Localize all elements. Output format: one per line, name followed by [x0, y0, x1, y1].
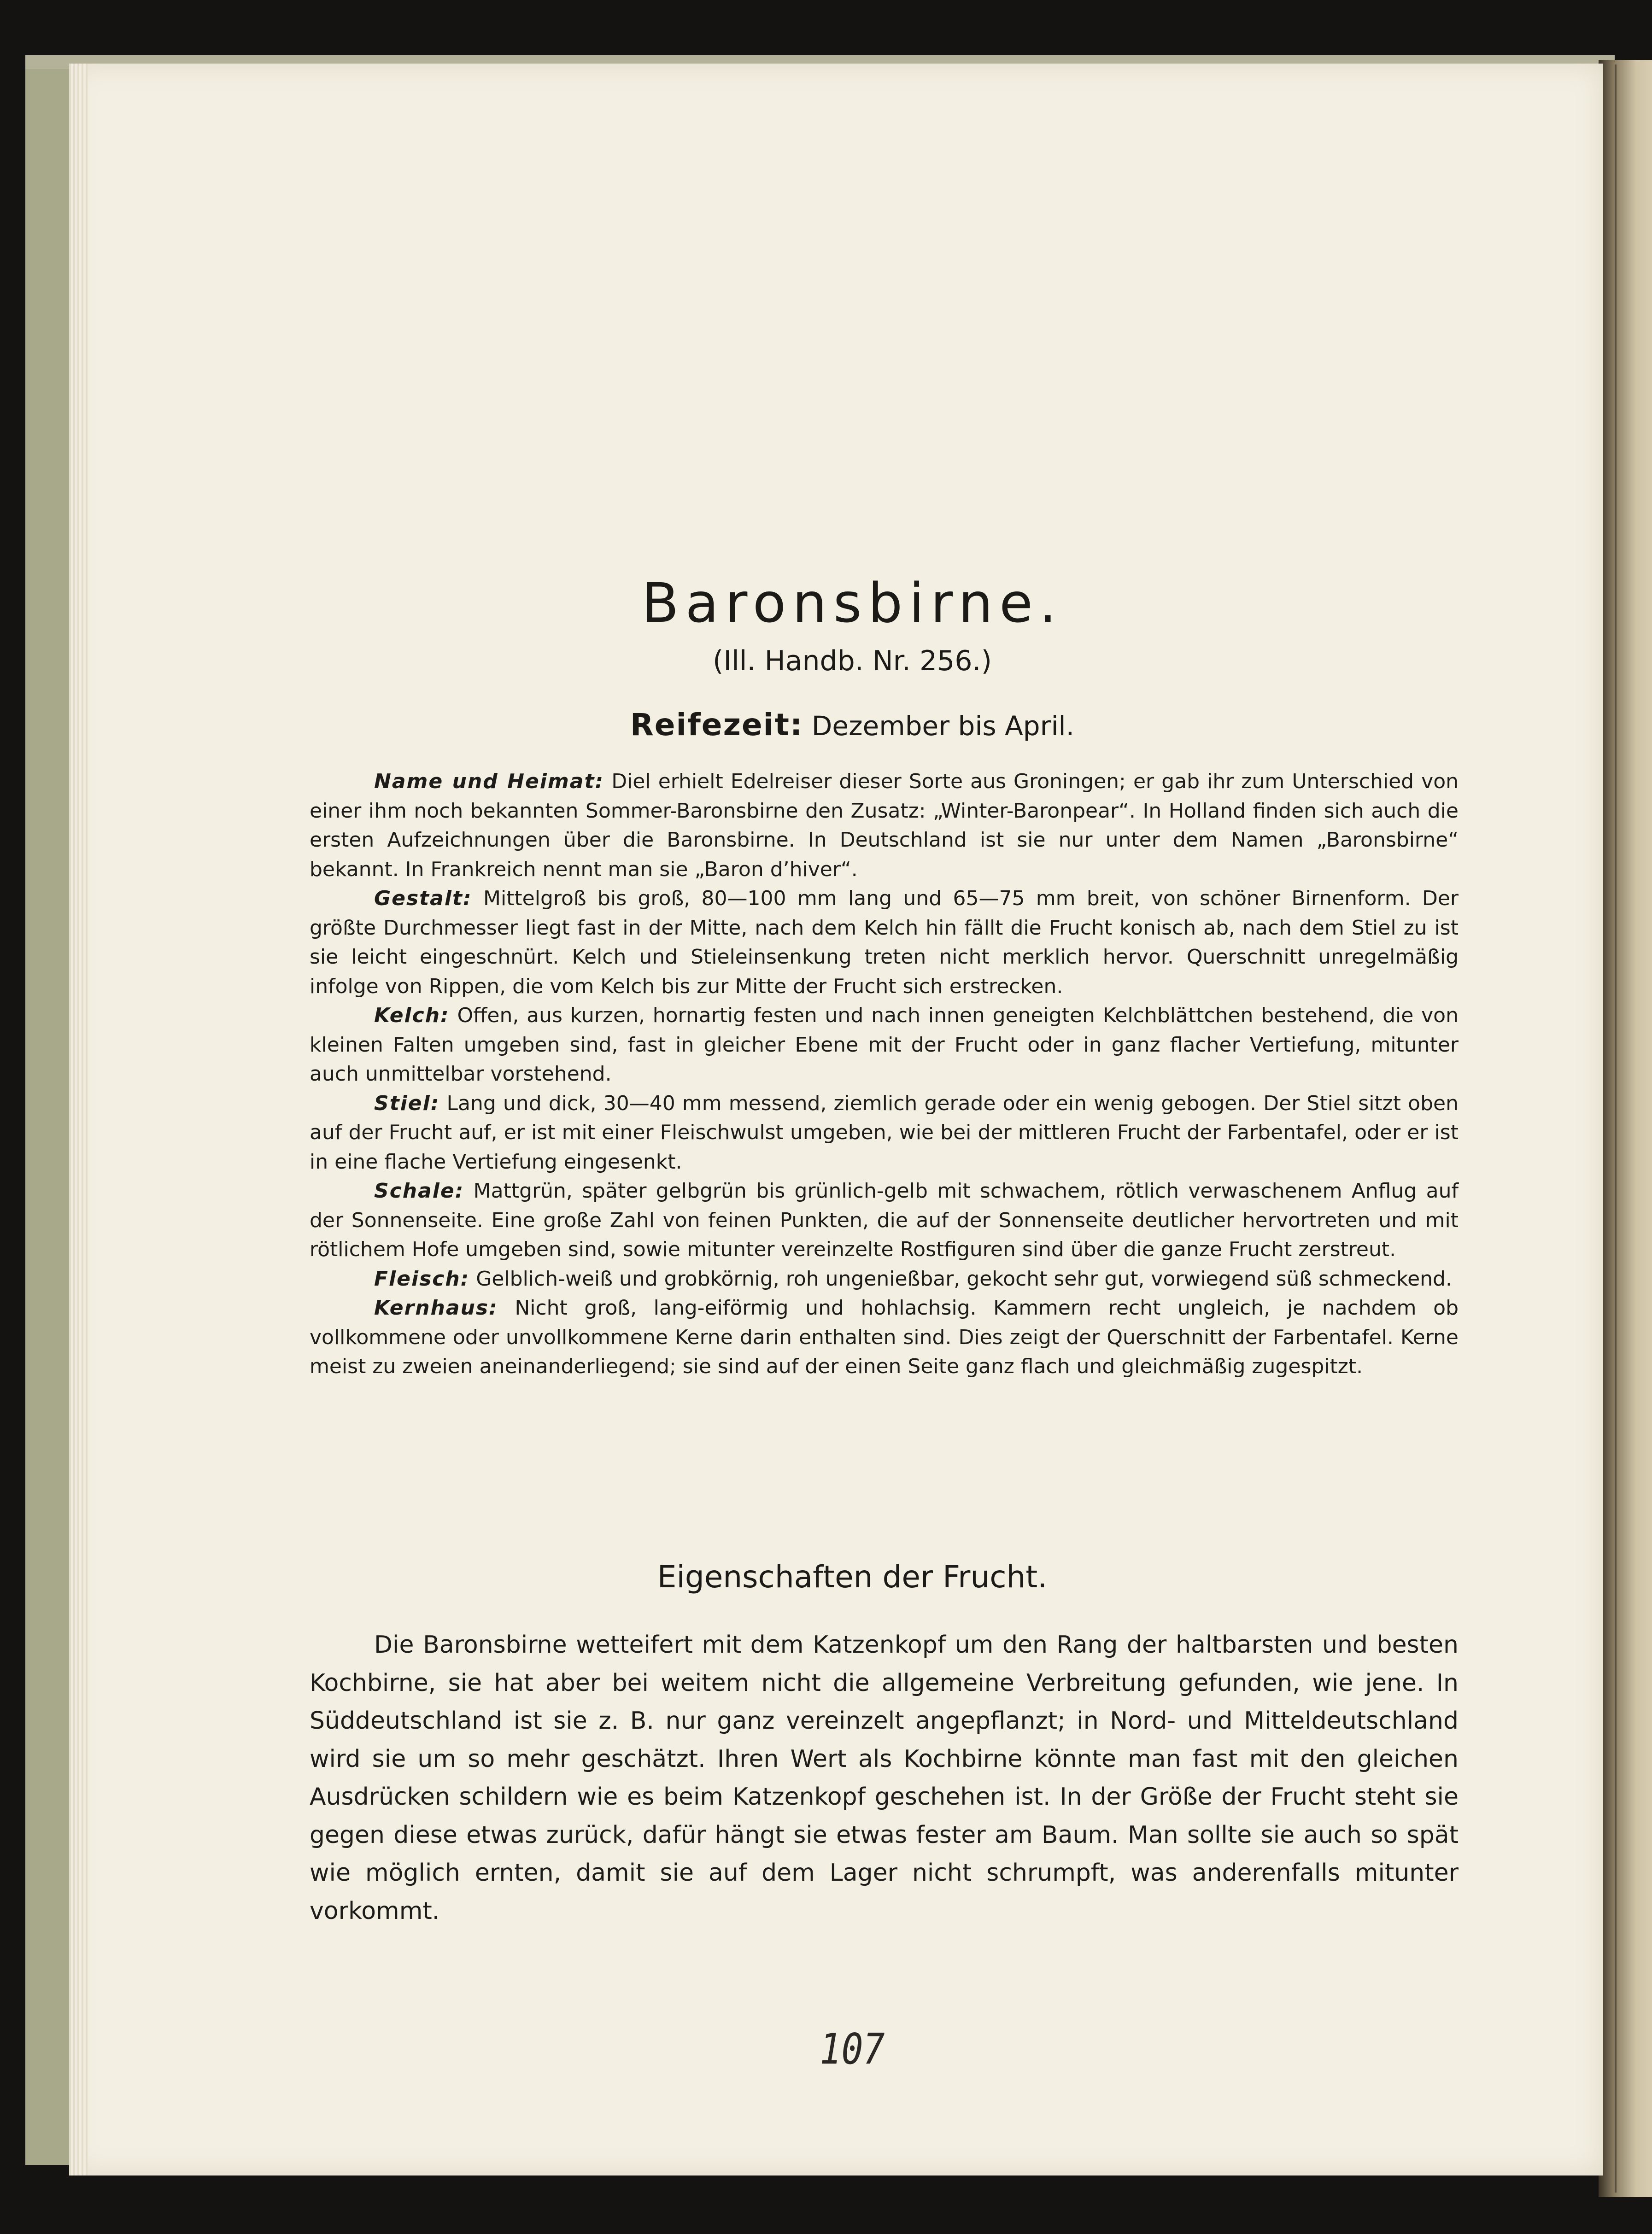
description-paragraph-name: [310, 767, 1459, 884]
description-term: Stiel:: [374, 1091, 440, 1115]
description-text: Nicht groß, lang-eiförmig und hohlachsig. Kammern recht ungleich, je nachdem ob vollkommene oder unvollkommene Kerne darin enthalten sind. Dies zeigt der Querschnitt der Farbentafel. Kerne meist zu zweien aneinanderliegend; sie sind auf der einen Seite ganz flach und gleichmäßig zugespitzt.: [310, 1296, 1459, 1378]
facing-page-gutter: [1615, 64, 1617, 2193]
section-body: [310, 1626, 1459, 1930]
variety-description: [310, 767, 1459, 1381]
description-term: Gestalt:: [374, 887, 472, 910]
description-text: Mittelgroß bis groß, 80—100 mm lang und 65—75 mm breit, von schöner Birnenform. Der größte Durchmesser liegt fast in der Mitte, nach dem Kelch hin fällt die Frucht konisch ab, nach dem Stiel zu ist sie leicht eingeschnürt. Kelch und Stieleinsenkung treten nicht merklich hervor. Querschnitt unregelmäßig infolge von Rippen, die vom Kelch bis zur Mitte der Frucht sich erstrecken.: [310, 887, 1459, 998]
description-paragraph-core: [310, 1293, 1459, 1381]
description-term: Kelch:: [374, 1004, 450, 1027]
description-paragraph-stem: [310, 1089, 1459, 1177]
description-text: Diel erhielt Edelreiser dieser Sorte aus Groningen; er gab ihr zum Unterschied von einer ihm noch bekannten Sommer-Baronsbirne den Zusatz: „Winter-Baronpear“. In Holland finden sich auch die ersten Aufzeichnungen über die Baronsbirne. In Deutschland ist sie nur unter dem Namen „Baronsbirne“ bekannt. In Frankreich nennt man sie „Baron d’hiver“.: [310, 770, 1459, 881]
page-number: 107: [820, 2024, 885, 2074]
description-term: Kernhaus:: [374, 1296, 498, 1320]
page-stack-edge: [69, 64, 88, 2176]
description-text: Offen, aus kurzen, hornartig festen und nach innen geneigten Kelchblättchen bestehend, die von kleinen Falten umgeben sind, fast in gleicher Ebene mit der Frucht oder in ganz flacher Vertiefung, mitunter auch unmittelbar vorstehend.: [310, 1004, 1459, 1086]
description-term: Name und Heimat:: [374, 770, 604, 793]
description-paragraph-calyx: [310, 1001, 1459, 1089]
description-text: Lang und dick, 30—40 mm messend, ziemlich gerade oder ein wenig gebogen. Der Stiel sitzt oben auf der Frucht auf, er ist mit einer Fleischwulst umgeben, wie bei der mittleren Frucht der Farbentafel, oder er ist in eine flache Vertiefung eingesenkt.: [310, 1091, 1459, 1174]
description-term: Fleisch:: [374, 1267, 470, 1291]
description-paragraph-flesh: [310, 1264, 1459, 1294]
ripening-value: Dezember bis April.: [811, 710, 1075, 742]
ripening-time: [184, 707, 1520, 743]
description-text: Gelblich-weiß und grobkörnig, roh ungenießbar, gekocht sehr gut, vorwiegend süß schmeckend.: [476, 1267, 1452, 1291]
ripening-label: Reifezeit:: [630, 707, 803, 743]
description-paragraph-shape: [310, 884, 1459, 1001]
description-text: Mattgrün, später gelbgrün bis grünlich-gelb mit schwachem, rötlich verwaschenem Anflug auf der Sonnenseite. Eine große Zahl von feinen Punkten, die auf der Sonnenseite deutlicher hervortreten und mit rötlichem Hofe umgeben sind, sowie mitunter vereinzelte Rostfiguren sind über die ganze Frucht zerstreut.: [310, 1179, 1459, 1261]
section-heading: Eigenschaften der Frucht.: [657, 1559, 1048, 1595]
section-paragraph: Die Baronsbirne wetteifert mit dem Katzenkopf um den Rang der haltbarsten und besten Kochbirne, sie hat aber bei weitem nicht die allgemeine Verbreitung gefunden, wie jene. In Süddeutschland ist sie z. B. nur ganz vereinzelt angepflanzt; in Nord- und Mitteldeutschland wird sie um so mehr geschätzt. Ihren Wert als Kochbirne könnte man fast mit den gleichen Ausdrücken schildern wie es beim Katzenkopf geschehen ist. In der Größe der Frucht steht sie gegen diese etwas zurück, dafür hängt sie etwas fester am Baum. Man sollte sie auch so spät wie möglich ernten, damit sie auf dem Lager nicht schrumpft, was anderenfalls mitunter vorkommt.: [310, 1631, 1459, 1925]
page-title: Baronsbirne.: [641, 571, 1063, 635]
description-paragraph-skin: [310, 1176, 1459, 1264]
handbook-reference: (Ill. Handb. Nr. 256.): [712, 645, 992, 677]
facing-page-edge: [1599, 60, 1652, 2197]
description-term: Schale:: [374, 1179, 464, 1203]
